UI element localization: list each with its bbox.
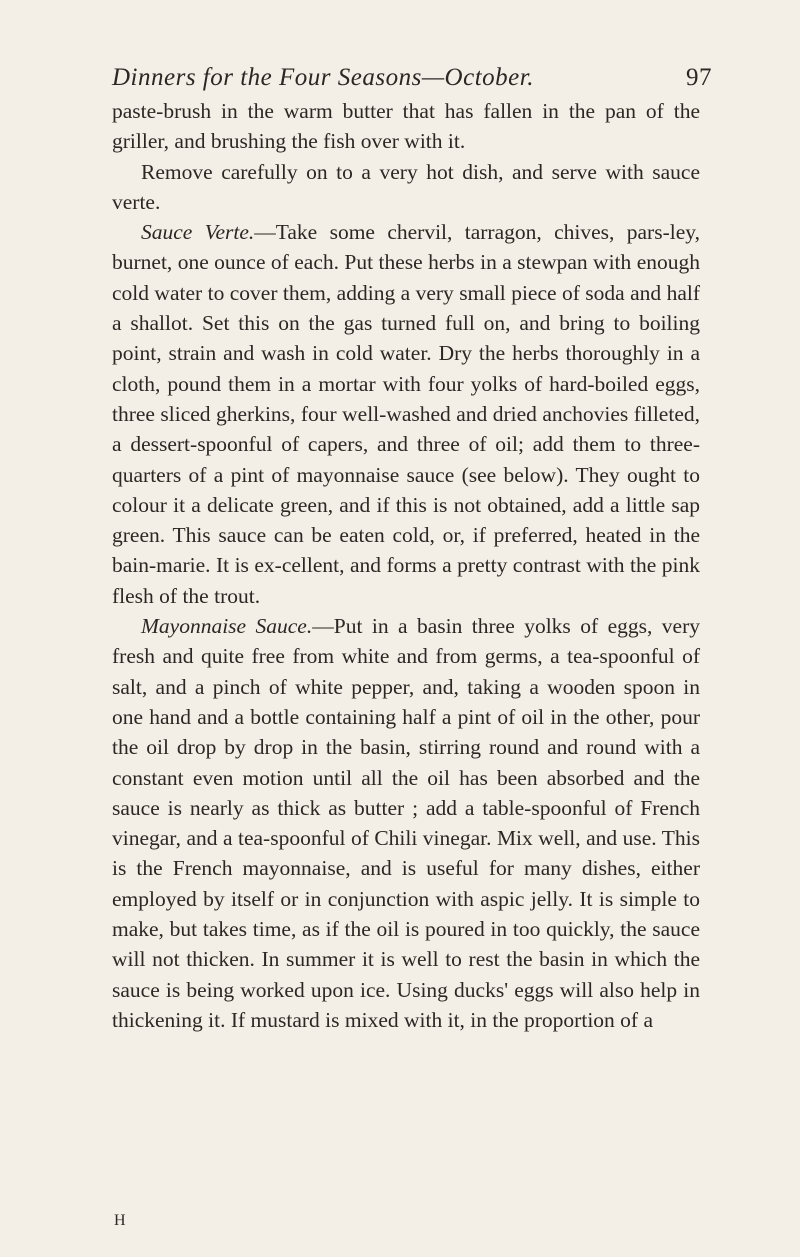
paragraph-mayonnaise-sauce	[112, 611, 700, 1035]
body-text	[112, 96, 700, 1035]
paragraph-continuation	[112, 96, 700, 157]
running-head-title: Dinners for the Four Seasons—October.	[112, 64, 534, 91]
running-head	[112, 64, 712, 92]
paragraph-sauce-verte	[112, 217, 700, 611]
recipe-heading-mayonnaise-sauce: Mayonnaise Sauce.	[141, 614, 313, 639]
paragraph-text: —Take some chervil, tarragon, chives, pars-ley, burnet, one ounce of each. Put these herbs in a stewpan with enough cold water to cover them, adding a very small piece of soda and half a shallot. Set this on the gas turned full on, and bring to boiling point, strain and wash in cold water. Dry the herbs thoroughly in a cloth, pound them in a mortar with four yolks of hard-boiled eggs, three sliced gherkins, four well-washed and dried anchovies filleted, a dessert-spoonful of capers, and three of oil; add them to three-quarters of a pint of mayonnaise sauce (see below). They ought to colour it a delicate green, and if this is not obtained, add a little sap green. This sauce can be eaten cold, or, if preferred, heated in the bain-marie. It is ex-cellent, and forms a pretty contrast with the pink flesh of the trout.	[112, 220, 700, 608]
paragraph-text: —Put in a basin three yolks of eggs, very fresh and quite free from white and from germs, a tea-spoonful of salt, and a pinch of white pepper, and, taking a wooden spoon in one hand and a bottle containing half a pint of oil in the other, pour the oil drop by drop in the basin, stirring round and round with a constant even motion until all the oil has been absorbed and the sauce is nearly as thick as butter ; add a table-spoonful of French vinegar, and a tea-spoonful of Chili vinegar. Mix well, and use. This is the French mayonnaise, and is useful for many dishes, either employed by itself or in conjunction with aspic jelly. It is simple to make, but takes time, as if the oil is poured in too quickly, the sauce will not thicken. In summer it is well to rest the basin in which the sauce is being worked upon ice. Using ducks' eggs will also help in thickening it. If mustard is mixed with it, in the proportion of a	[112, 614, 700, 1032]
signature-mark: H	[114, 1212, 127, 1229]
paragraph-serve	[112, 157, 700, 218]
paragraph-text: Remove carefully on to a very hot dish, and serve with sauce verte.	[112, 159, 700, 214]
page-number: 97	[686, 64, 712, 91]
paragraph-text: paste-brush in the warm butter that has fallen in the pan of the griller, and brushing the fish over with it.	[112, 99, 700, 154]
recipe-heading-sauce-verte: Sauce Verte.	[141, 220, 255, 245]
